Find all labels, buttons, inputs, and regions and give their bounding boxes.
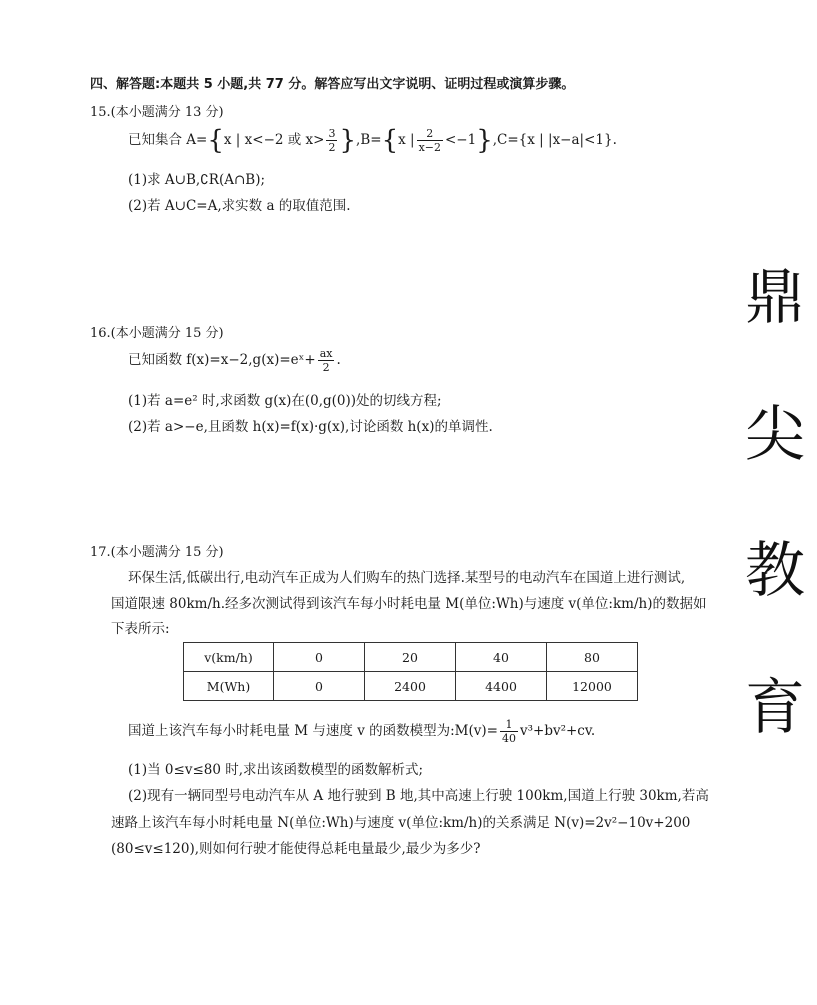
section-title: 四、解答题:本题共 5 小题,共 77 分。解答应写出文字说明、证明过程或演算步骤。	[90, 77, 575, 92]
q17-model-tail: v³+bv²+cv.	[519, 723, 596, 739]
side-char: 教	[745, 536, 805, 606]
table-cell: 0	[274, 672, 365, 701]
table-cell: 12000	[547, 672, 638, 701]
q16-part1: (1)若 a=e² 时,求函数 g(x)在(0,g(0))处的切线方程;	[128, 393, 442, 409]
table-cell: 80	[547, 643, 638, 672]
table-header-cell: v(km/h)	[184, 643, 274, 672]
table-row	[184, 643, 638, 672]
q16-heading: 16.(本小题满分 15 分)	[90, 326, 224, 341]
side-char: 尖	[745, 400, 805, 470]
q15-setC: ,C={x | |x−a|<1}.	[492, 132, 617, 148]
q16-stem-tail: .	[336, 352, 341, 368]
left-brace: {	[381, 125, 399, 156]
fraction-numerator: ax	[319, 347, 333, 360]
q16-stem	[128, 347, 341, 374]
q17-para3: 下表所示:	[111, 621, 170, 637]
q16-part2: (2)若 a>−e,且函数 h(x)=f(x)·g(x),讨论函数 h(x)的单调性.	[128, 419, 493, 435]
q17-model-prefix: 国道上该汽车每小时耗电量 M 与速度 v 的函数模型为:M(v)=	[128, 723, 498, 739]
q15-part2: (2)若 A∪C=A,求实数 a 的取值范围.	[128, 198, 351, 214]
table-cell: 4400	[456, 672, 547, 701]
q17-part1: (1)当 0≤v≤80 时,求出该函数模型的函数解析式;	[128, 762, 424, 778]
q16-fraction	[318, 347, 335, 374]
q17-para1: 环保生活,低碳出行,电动汽车正成为人们购车的热门选择.某型号的电动汽车在国道上进行测试,	[128, 570, 686, 586]
q17-model	[128, 718, 595, 745]
q15-part1: (1)求 A∪B,∁R(A∩B);	[128, 172, 266, 188]
fraction-denominator: 40	[501, 732, 516, 745]
q17-part2-line3: (80≤v≤120),则如何行驶才能使得总耗电量最少,最少为多少?	[111, 841, 481, 857]
q15-setB-fraction	[417, 127, 443, 154]
q17-part2-line2: 速路上该汽车每小时耗电量 N(单位:Wh)与速度 v(单位:km/h)的关系满足 N(v)=2v²−10v+200	[111, 815, 691, 831]
right-brace: }	[339, 125, 357, 156]
q15-stem	[128, 127, 617, 154]
q15-setB-tail: <−1	[444, 132, 477, 148]
q15-setA-fraction	[326, 127, 337, 154]
fraction-numerator: 3	[328, 127, 336, 140]
q17-model-fraction	[500, 718, 518, 745]
q17-heading: 17.(本小题满分 15 分)	[90, 545, 224, 560]
fraction-denominator: x−2	[418, 141, 441, 154]
table-cell: 2400	[365, 672, 456, 701]
table-header-cell: M(Wh)	[184, 672, 274, 701]
q15-setA-body: x | x<−2 或 x>	[223, 132, 325, 148]
q15-setB-body: x |	[398, 132, 415, 148]
side-char: 鼎	[745, 263, 805, 333]
table-cell: 20	[365, 643, 456, 672]
fraction-denominator: 2	[322, 361, 330, 374]
q16-stem-prefix: 已知函数 f(x)=x−2,g(x)=eˣ+	[128, 352, 316, 368]
q17-part2-line1: (2)现有一辆同型号电动汽车从 A 地行驶到 B 地,其中高速上行驶 100km,国道上行驶 30km,若高	[128, 788, 709, 804]
fraction-numerator: 1	[500, 718, 518, 732]
fraction-denominator: 2	[328, 141, 336, 154]
table-row	[184, 672, 638, 701]
side-char: 育	[745, 673, 805, 743]
q15-stem-prefix: 已知集合 A=	[128, 132, 208, 148]
left-brace: {	[207, 125, 224, 156]
q15-setB-prefix: ,B=	[356, 132, 382, 148]
table-cell: 40	[456, 643, 547, 672]
table-cell: 0	[274, 643, 365, 672]
q17-para2: 国道限速 80km/h.经多次测试得到该汽车每小时耗电量 M(单位:Wh)与速度 v(单位:km/h)的数据如	[111, 596, 707, 612]
data-table	[183, 642, 638, 701]
fraction-numerator: 2	[417, 127, 443, 141]
right-brace: }	[476, 125, 493, 156]
q15-heading: 15.(本小题满分 13 分)	[90, 105, 224, 120]
